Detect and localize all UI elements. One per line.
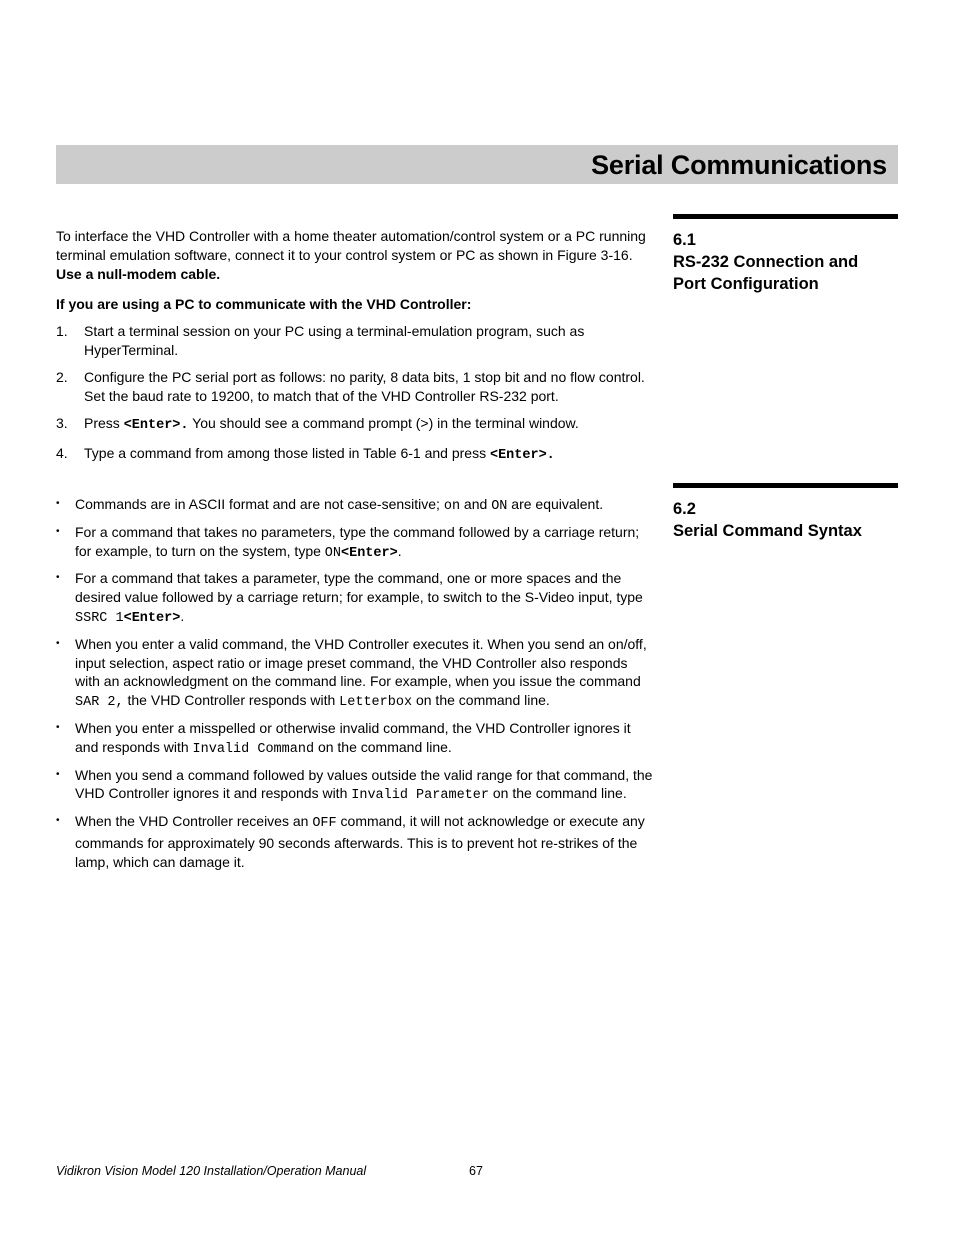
pc-subheading: If you are using a PC to communicate with the VHD Controller: (56, 296, 472, 312)
step-text: Configure the PC serial port as follows: no parity, 8 data bits, 1 stop bit and no flow control. Set the baud rate to 19200, to match that of the VHD Controller RS-232 port. (84, 368, 645, 404)
bullet-text: on the command line. (488, 785, 627, 802)
bullet-text: When you enter a misspelled or otherwise invalid command, the VHD Controller ignores it and responds with (75, 719, 631, 755)
section-heading-6-1 (673, 214, 898, 295)
list-item (56, 368, 656, 406)
code-invalid-parameter: Invalid Parameter (351, 788, 489, 804)
code-enter: <Enter>. (123, 417, 189, 433)
step-number: 1. (56, 323, 68, 339)
bullet-text: and (460, 496, 492, 512)
chapter-title-bar (56, 145, 898, 184)
step-text: Press (84, 414, 124, 431)
bullet-text: command, it will not acknowledge or execute any commands for approximately 90 seconds afterwards. This is to prevent hot re-strikes of the lamp, which can damage it. (75, 813, 645, 870)
code-on-upper: ON (324, 545, 341, 561)
list-item (56, 635, 656, 713)
section-rule (673, 214, 898, 219)
step-text: Start a terminal session on your PC using a terminal-emulation program, such as HyperTerminal. (84, 323, 585, 358)
step-text-cont: You should see a command prompt (>) in the terminal window. (188, 414, 579, 431)
section-title: RS-232 Connection and (673, 253, 859, 271)
bullet-text: on the command line. (314, 738, 452, 755)
bullet-text: When the VHD Controller receives an (75, 813, 313, 830)
intro-bold: Use a null-modem cable. (56, 265, 221, 282)
intro-text: To interface the VHD Controller with a home theater automation/control system or a PC running terminal emulation software, connect it to your control system or PC as shown in Figure 3-16. (56, 228, 646, 263)
bullet-text: Commands are in ASCII format and are not case-sensitive; (75, 496, 444, 512)
list-item (56, 523, 656, 564)
list-item (56, 569, 656, 628)
code-sar: SAR 2, (75, 695, 124, 711)
list-item (56, 444, 656, 466)
bullet-text: are equivalent. (507, 496, 604, 512)
code-enter: <Enter> (123, 610, 181, 626)
chapter-title: Serial Communications (591, 150, 887, 180)
bullet-text: When you send a command followed by values outside the valid range for that command, the VHD Controller ignores it and responds with (75, 766, 653, 802)
section-number: 6.2 (673, 500, 696, 518)
intro-paragraph (56, 227, 646, 283)
code-invalid-command: Invalid Command (192, 741, 315, 757)
code-ssrc: SSRC 1 (75, 610, 124, 626)
code-enter: <Enter>. (489, 447, 555, 463)
list-item (56, 812, 656, 871)
list-item (56, 322, 656, 360)
code-on: on (443, 499, 461, 514)
list-item (56, 719, 656, 760)
list-item (56, 766, 656, 807)
code-letterbox: Letterbox (339, 695, 413, 711)
bullet-text: . (180, 607, 185, 624)
section-rule (673, 483, 898, 488)
bullet-text: When you enter a valid command, the VHD Controller executes it. When you send an on/off, input selection, aspect ratio or image preset command, the VHD Controller also responds with an acknowledgment on the command line. For example, when you issue the command (75, 635, 647, 690)
code-off: OFF (312, 816, 337, 832)
list-item (56, 414, 656, 436)
step-text: Type a command from among those listed in Table 6-1 and press (84, 444, 490, 461)
bullet-text: the VHD Controller responds with (123, 692, 340, 709)
section-heading-6-2 (673, 483, 898, 542)
code-enter: <Enter> (341, 545, 398, 561)
step-number: 2. (56, 368, 68, 385)
footer-page-number: 67 (469, 1164, 483, 1178)
bullet-text: For a command that takes no parameters, type the command followed by a carriage return; for example, to turn on the system, type (75, 523, 640, 559)
code-on-upper: ON (491, 499, 508, 514)
bullet-text: . (397, 542, 402, 559)
syntax-bullets-list (56, 495, 656, 878)
section-title-line2: Port Configuration (673, 275, 819, 293)
section-number: 6.1 (673, 231, 696, 249)
section-title: Serial Command Syntax (673, 522, 862, 540)
step-number: 4. (56, 444, 68, 461)
step-number: 3. (56, 414, 68, 431)
bullet-text: on the command line. (412, 692, 550, 709)
footer-manual-title: Vidikron Vision Model 120 Installation/Operation Manual (56, 1164, 367, 1178)
bullet-text: For a command that takes a parameter, type the command, one or more spaces and the desired value followed by a carriage return; for example, to switch to the S-Video input, type (75, 570, 643, 606)
list-item (56, 495, 656, 517)
setup-steps-list (56, 322, 656, 474)
